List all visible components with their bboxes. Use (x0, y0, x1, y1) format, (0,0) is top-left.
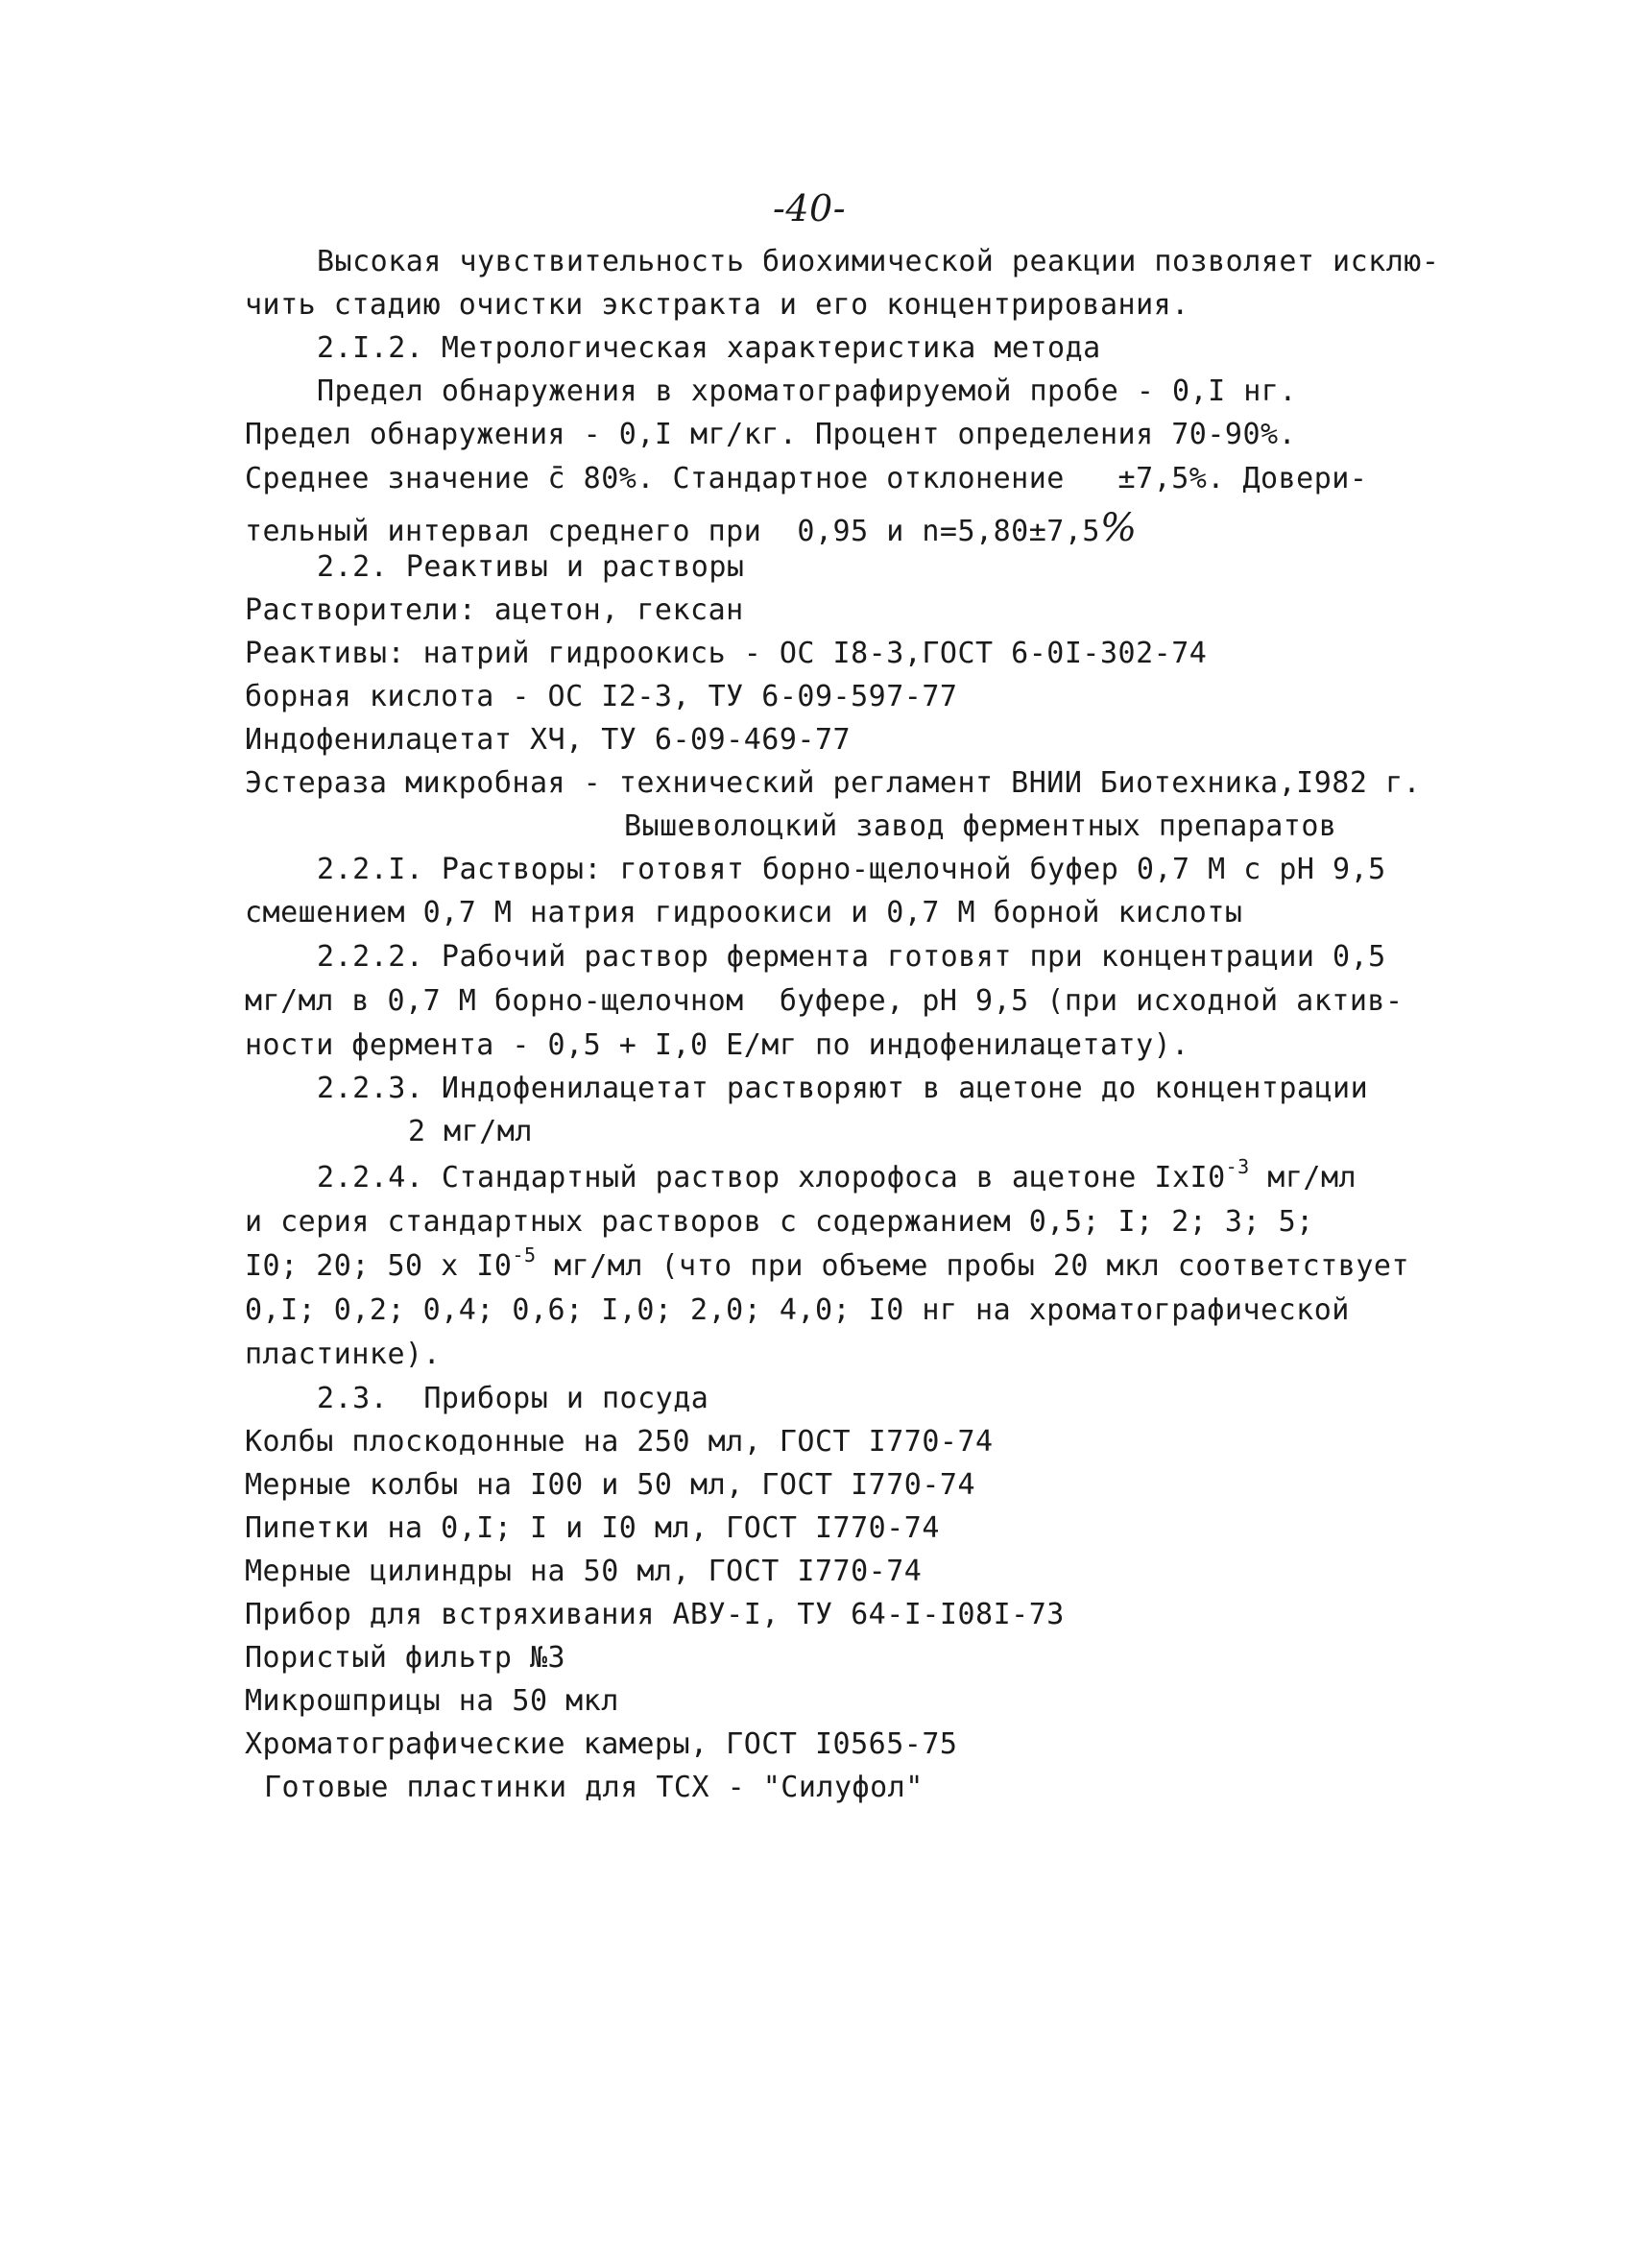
confidence-interval-text: тельный интервал среднего при 0,95 и n=5,80±7,5 (245, 515, 1100, 548)
section-2-2-3-line1: 2.2.3. Индофенилацетат растворяют в ацетоне до концентрации (317, 1072, 1369, 1105)
section-2-2-4-line5: пластинке). (245, 1338, 442, 1371)
section-2-2-2-line1: 2.2.2. Рабочий раствор фермента готовят при концентрации 0,5 (317, 940, 1386, 974)
solvents-line: Растворители: ацетон, гексан (245, 593, 744, 627)
detection-limit-sample: Предел обнаружения в хроматографируемой пробе - 0,I нг. (317, 374, 1297, 408)
equipment-item: Пипетки на 0,I; I и I0 мл, ГОСТ I770-74 (245, 1511, 940, 1545)
section-2-2-1-line1: 2.2.I. Растворы: готовят борно-щелочной буфер 0,7 М с рН 9,5 (317, 853, 1386, 886)
page-number: -40- (773, 187, 847, 229)
section-2-2-4-line3 (245, 1243, 1410, 1283)
para1-line2: чить стадию очистки экстракта и его концентрирования. (245, 288, 1189, 322)
section-2-2-1-line2: смешением 0,7 М натрия гидроокиси и 0,7 М борной кислоты (245, 896, 1243, 929)
confidence-interval-line (245, 506, 1138, 550)
equipment-item: Прибор для встряхивания АВУ-I, ТУ 64-I-I08I-73 (245, 1598, 1065, 1631)
equipment-item: Микрошприцы на 50 мкл (245, 1684, 619, 1718)
equipment-item: Мерные колбы на I00 и 50 мл, ГОСТ I770-74 (245, 1468, 976, 1502)
detection-limit-kg: Предел обнаружения - 0,I мг/кг. Процент определения 70-90%. (245, 418, 1297, 451)
series-units: мг/мл (что при объеме пробы 20 мкл соответствует (536, 1249, 1410, 1283)
equipment-item: Мерные цилиндры на 50 мл, ГОСТ I770-74 (245, 1555, 923, 1588)
section-2-2-4-line4: 0,I; 0,2; 0,4; 0,6; I,0; 2,0; 4,0; I0 нг на хроматографической (245, 1293, 1350, 1327)
reagent-sodium-hydroxide: Реактивы: натрий гидроокись - ОС I8-3,ГОСТ 6-0I-302-74 (245, 637, 1208, 670)
para1-line1: Высокая чувствительность биохимической реакции позволяет исклю- (317, 245, 1440, 278)
equipment-item: Колбы плоскодонные на 250 мл, ГОСТ I770-74 (245, 1425, 994, 1459)
standard-solution-text: 2.2.4. Стандартный раствор хлорофоса в ацетоне IxI0 (317, 1161, 1226, 1194)
exponent: -3 (1225, 1155, 1250, 1178)
equipment-item: Хроматографические камеры, ГОСТ I0565-75 (245, 1727, 958, 1761)
reagent-esterase: Эстераза микробная - технический регламент ВНИИ Биотехника,I982 г. (245, 766, 1422, 800)
section-2-2-4-line2: и серия стандартных растворов с содержанием 0,5; I; 2; 3; 5; (245, 1205, 1314, 1239)
reagent-indophenylacetate: Индофенилацетат ХЧ, ТУ 6-09-469-77 (245, 723, 852, 757)
series-text: I0; 20; 50 x I0 (245, 1249, 513, 1283)
section-2-2-2-line2: мг/мл в 0,7 М борно-щелочном буфере, рН 9,5 (при исходной актив- (245, 984, 1404, 1018)
equipment-item: Пористый фильтр №3 (245, 1641, 566, 1675)
section-2-2-4-line1 (317, 1155, 1357, 1194)
section-2-3-heading: 2.3. Приборы и посуда (317, 1382, 709, 1415)
section-2-2-3-line2: 2 мг/мл (408, 1115, 533, 1148)
percent-sign-handwritten: % (1099, 506, 1138, 550)
section-2-2-2-line3: ности фермента - 0,5 + I,0 Е/мг по индофенилацетату). (245, 1028, 1189, 1062)
section-2-2-heading: 2.2. Реактивы и растворы (317, 550, 745, 584)
section-2-1-2-heading: 2.I.2. Метрологическая характеристика метода (317, 331, 1101, 365)
reagent-esterase-plant: Вышеволоцкий завод ферментных препаратов (624, 809, 1337, 843)
units: мг/мл (1249, 1161, 1357, 1194)
equipment-item: Готовые пластинки для ТСХ - "Силуфол" (264, 1771, 924, 1804)
mean-value-line: Среднее значение c̄ 80%. Стандартное отклонение ±7,5%. Довери- (245, 462, 1368, 495)
exponent: -5 (512, 1243, 537, 1267)
reagent-boric-acid: борная кислота - ОС I2-3, ТУ 6-09-597-77 (245, 680, 958, 713)
